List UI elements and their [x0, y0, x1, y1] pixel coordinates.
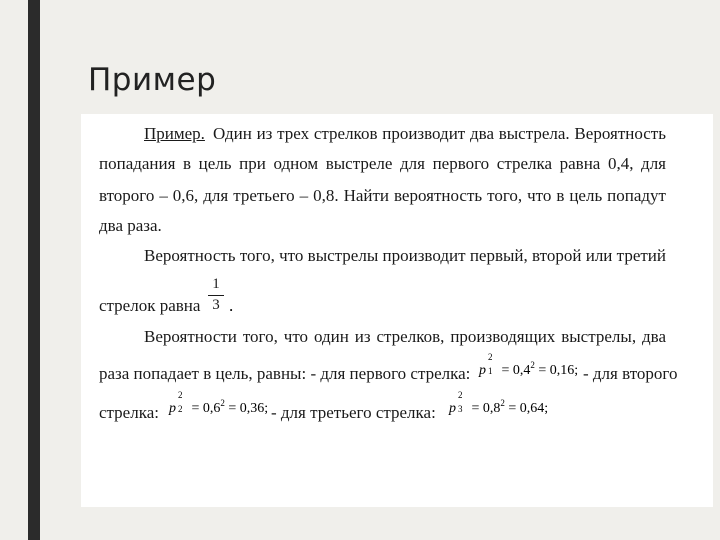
fraction-denominator: 3 [212, 297, 220, 313]
fraction-one-third [208, 275, 224, 313]
formula-p3: p 2 3 = $0,8^2 = 0,64$; [449, 390, 549, 416]
text-line-1 [144, 122, 666, 146]
text-line-8: раза попадает в цель, равны: - для первого стрелка: [99, 364, 471, 383]
problem-statement-start: Один из трех стрелков производит два выстрела. Вероятность [212, 124, 666, 143]
example-label: Пример. [144, 124, 205, 143]
text-line-8-tail: - для второго [583, 364, 678, 383]
text-line-3: второго – 0,6, для третьего – 0,8. Найти вероятность того, что в цель попадут [99, 186, 666, 205]
formula-p2: p 2 2 = $0,6^2 = 0,36$; [169, 390, 269, 416]
text-line-5: Вероятность того, что выстрелы производит первый, второй или третий [144, 246, 666, 265]
fraction-bar [208, 295, 224, 296]
fraction-numerator: 1 [212, 276, 220, 292]
text-line-9-middle: - для третьего стрелка: [271, 403, 436, 422]
formula-p1: p 2 1 = $0,4^2 = 0,16$; [479, 352, 579, 378]
text-line-2: попадания в цель при одном выстреле для первого стрелка равна 0,4, для [99, 154, 666, 173]
slide-title: Пример [88, 62, 217, 98]
text-line-9-start: стрелка: [99, 403, 159, 422]
text-line-6: стрелок равна [99, 296, 201, 315]
text-line-4: два раза. [99, 216, 162, 235]
document-image [81, 114, 713, 507]
fraction-period: . [229, 296, 234, 315]
left-accent-bar [28, 0, 40, 540]
text-line-7: Вероятности того, что один из стрелков, производящих выстрелы, два [144, 327, 666, 346]
